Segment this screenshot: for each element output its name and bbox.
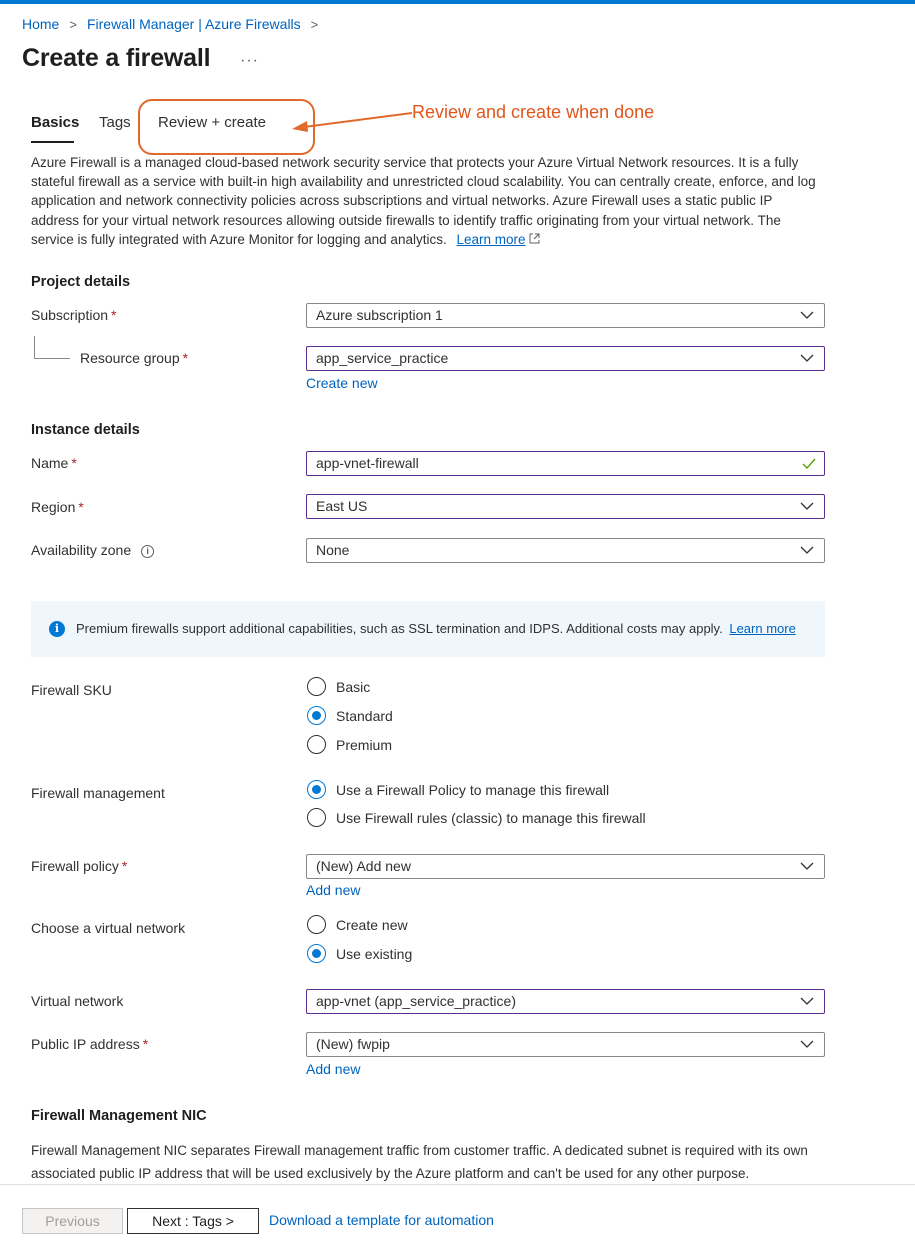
radio-button[interactable] [307, 808, 326, 827]
external-link-icon [529, 233, 540, 244]
annotation-highlight-box [138, 99, 315, 155]
premium-info-message [76, 621, 796, 636]
management-radio-policy[interactable] [307, 780, 609, 799]
breadcrumb [22, 16, 318, 32]
more-options-icon[interactable]: ··· [240, 52, 259, 69]
radio-label: Use a Firewall Policy to manage this firewall [336, 781, 610, 798]
firewall-policy-add-new-link[interactable]: Add new [306, 882, 361, 898]
info-icon: i [49, 621, 65, 637]
radio-label: Create new [336, 916, 408, 933]
subscription-label: Subscription * [31, 307, 117, 323]
radio-label: Use Firewall rules (classic) to manage this firewall [336, 809, 646, 826]
public-ip-dropdown[interactable] [306, 1032, 825, 1057]
chevron-right-icon: > [69, 16, 77, 32]
intro-text: Azure Firewall is a managed cloud-based network security service that protects your Azure Virtual Network resources. It is a fully stateful firewall as a service with built-in high availability and unrestricted cloud scalability. You can centrally create, enforce, and log application and network connectivity policies across subscriptions and virtual networks. Azure Firewall uses a static public IP address for your virtual network resources allowing outside firewalls to identify traffic originating from your virtual network. The service is fully integrated with Azure Monitor for logging and analytics. [31, 155, 816, 247]
availability-zone-value: None [316, 542, 350, 558]
firewall-policy-value: (New) Add new [316, 858, 411, 874]
public-ip-value: (New) fwpip [316, 1036, 390, 1052]
public-ip-label: Public IP address * [31, 1036, 149, 1052]
footer-bar [0, 1184, 915, 1253]
premium-learn-more-link[interactable]: Learn more [729, 621, 796, 636]
resource-group-create-new-link[interactable]: Create new [306, 375, 378, 391]
radio-button[interactable] [307, 780, 326, 799]
tab-basics[interactable]: Basics [31, 114, 80, 131]
radio-button[interactable] [307, 915, 326, 934]
vnet-radio-use-existing[interactable] [307, 944, 412, 963]
radio-button[interactable] [307, 706, 326, 725]
intro-description [31, 153, 821, 249]
chevron-down-icon [800, 311, 814, 320]
premium-info-bar [31, 601, 825, 657]
top-accent-bar [0, 0, 915, 4]
chevron-down-icon [800, 997, 814, 1006]
radio-label: Standard [336, 707, 393, 724]
name-label: Name * [31, 455, 77, 471]
public-ip-add-new-link[interactable]: Add new [306, 1061, 361, 1077]
breadcrumb-home[interactable]: Home [22, 16, 60, 32]
project-details-title: Project details [31, 274, 131, 290]
name-value: app-vnet-firewall [316, 455, 419, 471]
region-label: Region * [31, 499, 84, 515]
radio-button[interactable] [307, 677, 326, 696]
region-dropdown[interactable] [306, 494, 825, 519]
breadcrumb-firewall-manager[interactable]: Firewall Manager | Azure Firewalls [86, 16, 301, 32]
download-template-link[interactable]: Download a template for automation [269, 1212, 494, 1228]
subscription-dropdown[interactable] [306, 303, 825, 328]
chevron-down-icon [800, 546, 814, 555]
region-value: East US [316, 498, 368, 514]
firewall-sku-label: Firewall SKU [31, 682, 112, 698]
chevron-down-icon [800, 502, 814, 511]
info-icon[interactable]: i [141, 545, 154, 558]
intro-learn-more-link[interactable]: Learn more [456, 231, 526, 247]
radio-button[interactable] [307, 944, 326, 963]
availability-zone-dropdown[interactable] [306, 538, 825, 563]
firewall-management-label: Firewall management [31, 785, 165, 801]
sku-radio-basic[interactable] [307, 677, 370, 696]
resource-group-dropdown[interactable] [306, 346, 825, 371]
radio-label: Basic [336, 678, 371, 695]
virtual-network-value: app-vnet (app_service_practice) [316, 993, 516, 1009]
premium-info-text: Premium firewalls support additional capabilities, such as SSL termination and IDPS. Additional costs may apply. [76, 621, 723, 636]
radio-label: Premium [336, 736, 393, 753]
page-title: Create a firewall [22, 44, 211, 72]
sku-radio-premium[interactable] [307, 735, 392, 754]
management-nic-description: Firewall Management NIC separates Firewall management traffic from customer traffic. A dedicated subnet is required with its own associated public IP address that will be used exclusively by the Azure platform and can't be used for any other purpose. [31, 1143, 808, 1181]
chevron-right-icon: > [310, 16, 319, 32]
virtual-network-label: Virtual network [31, 993, 124, 1009]
subscription-value: Azure subscription 1 [316, 307, 443, 323]
active-tab-indicator [31, 141, 74, 143]
tree-connector [34, 358, 70, 359]
virtual-network-dropdown[interactable] [306, 989, 825, 1014]
management-radio-classic[interactable] [307, 808, 646, 827]
radio-button[interactable] [307, 735, 326, 754]
management-nic-title: Firewall Management NIC [31, 1108, 207, 1124]
chevron-down-icon [800, 862, 814, 871]
instance-details-title: Instance details [31, 422, 140, 438]
choose-vnet-label: Choose a virtual network [31, 920, 186, 936]
next-tags-button[interactable]: Next : Tags > [127, 1208, 259, 1234]
resource-group-value: app_service_practice [316, 350, 449, 366]
vnet-radio-create-new[interactable] [307, 915, 408, 934]
previous-button[interactable]: Previous [22, 1208, 123, 1234]
tab-tags[interactable]: Tags [99, 114, 131, 131]
radio-label: Use existing [336, 945, 413, 962]
chevron-down-icon [800, 1040, 814, 1049]
availability-zone-label: Availability zone i [31, 542, 154, 558]
firewall-policy-label: Firewall policy * [31, 858, 128, 874]
resource-group-label: Resource group * [80, 350, 189, 366]
annotation-text: Review and create when done [412, 102, 655, 122]
tab-review-create[interactable]: Review + create [158, 114, 266, 131]
tree-connector [34, 336, 35, 358]
sku-radio-standard[interactable] [307, 706, 393, 725]
annotation-arrow-icon [290, 108, 415, 133]
firewall-policy-dropdown[interactable] [306, 854, 825, 879]
checkmark-icon [802, 458, 816, 470]
name-input[interactable] [306, 451, 825, 476]
chevron-down-icon [800, 354, 814, 363]
